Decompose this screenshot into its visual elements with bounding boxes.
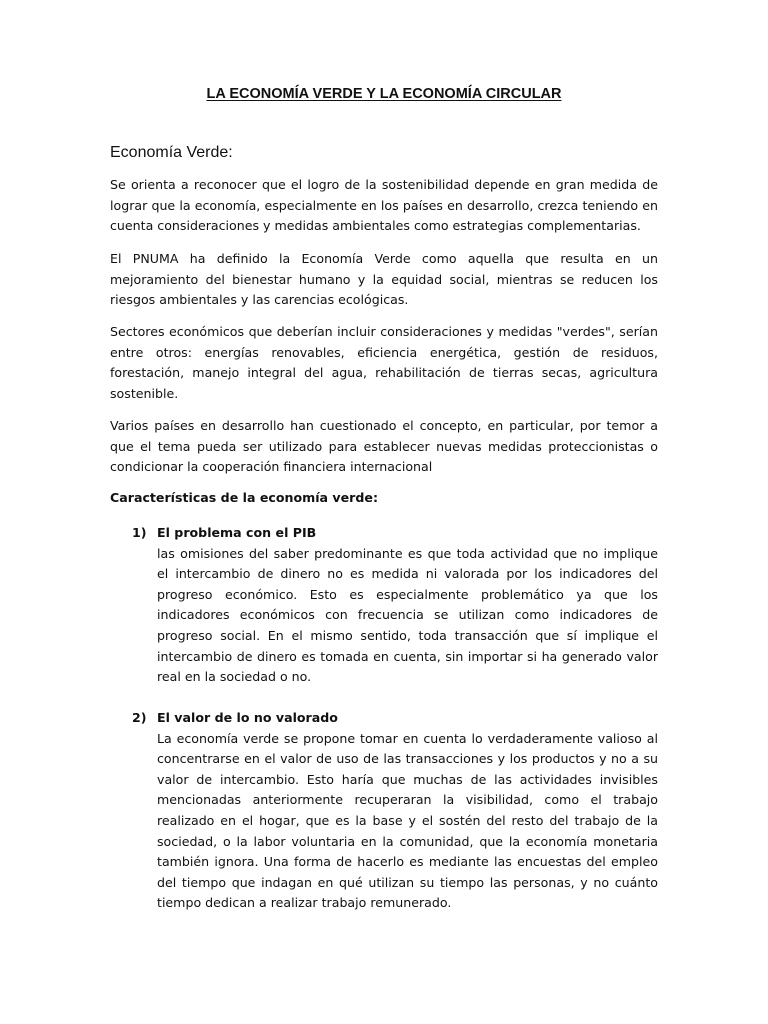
list-item-number: 2) bbox=[132, 710, 147, 725]
list-item-title: El valor de lo no valorado bbox=[157, 710, 338, 725]
paragraph-criticism: Varios países en desarrollo han cuestionado el concepto, en particular, por temor a que el tema pueda ser utilizado para establecer nuevas medidas proteccionistas o condicionar la cooperación financiera internacional bbox=[110, 418, 658, 475]
list-item-title: El problema con el PIB bbox=[157, 525, 317, 540]
list-item bbox=[110, 523, 658, 688]
characteristics-heading: Características de la economía verde: bbox=[110, 490, 378, 505]
document-title: LA ECONOMÍA VERDE Y LA ECONOMÍA CIRCULAR bbox=[206, 86, 562, 102]
section-heading-economia-verde: Economía Verde: bbox=[110, 144, 233, 161]
list-item-number: 1) bbox=[132, 525, 147, 540]
list-item bbox=[110, 708, 658, 914]
list-item-body: las omisiones del saber predominante es que toda actividad que no implique el intercambio de dinero no es medida ni valorada por los indicadores del progreso económico. Esto es especialmente problemático ya que los indicadores económicos con frecuencia se utilizan como indicadores de progreso social. En el mismo sentido, toda transacción que sí implique el intercambio de dinero es tomada en cuenta, sin importar si ha generado valor real en la sociedad o no. bbox=[157, 545, 658, 685]
list-item-body: La economía verde se propone tomar en cuenta lo verdaderamente valioso al concentrarse en el valor de uso de las transacciones y los productos y no a su valor de intercambio. Esto haría que muchas de las actividades invisibles mencionadas anteriormente recuperaran la visibilidad, como el trabajo realizado en el hogar, que es la base y el sostén del resto del trabajo de la sociedad, o la labor voluntaria en la comunidad, que la economía monetaria también ignora. Una forma de hacerlo es mediante las encuestas del empleo del tiempo que indagan en qué utilizan su tiempo las personas, y no cuánto tiempo dedican a realizar trabajo remunerado. bbox=[157, 730, 658, 911]
paragraph-pnuma: El PNUMA ha definido la Economía Verde como aquella que resulta en un mejoramiento del bienestar humano y la equidad social, mientras se reducen los riesgos ambientales y las carencias ecológicas. bbox=[110, 251, 658, 308]
paragraph-sectors: Sectores económicos que deberían incluir consideraciones y medidas "verdes", serían entre otros: energías renovables, eficiencia energética, gestión de residuos, forestación, manejo integral del agua, rehabilitación de tierras secas, agricultura sostenible. bbox=[110, 324, 658, 401]
paragraph-definition: Se orienta a reconocer que el logro de la sostenibilidad depende en gran medida de lograr que la economía, especialmente en los países en desarrollo, crezca teniendo en cuenta consideraciones y medidas ambientales como estrategias complementarias. bbox=[110, 177, 658, 234]
